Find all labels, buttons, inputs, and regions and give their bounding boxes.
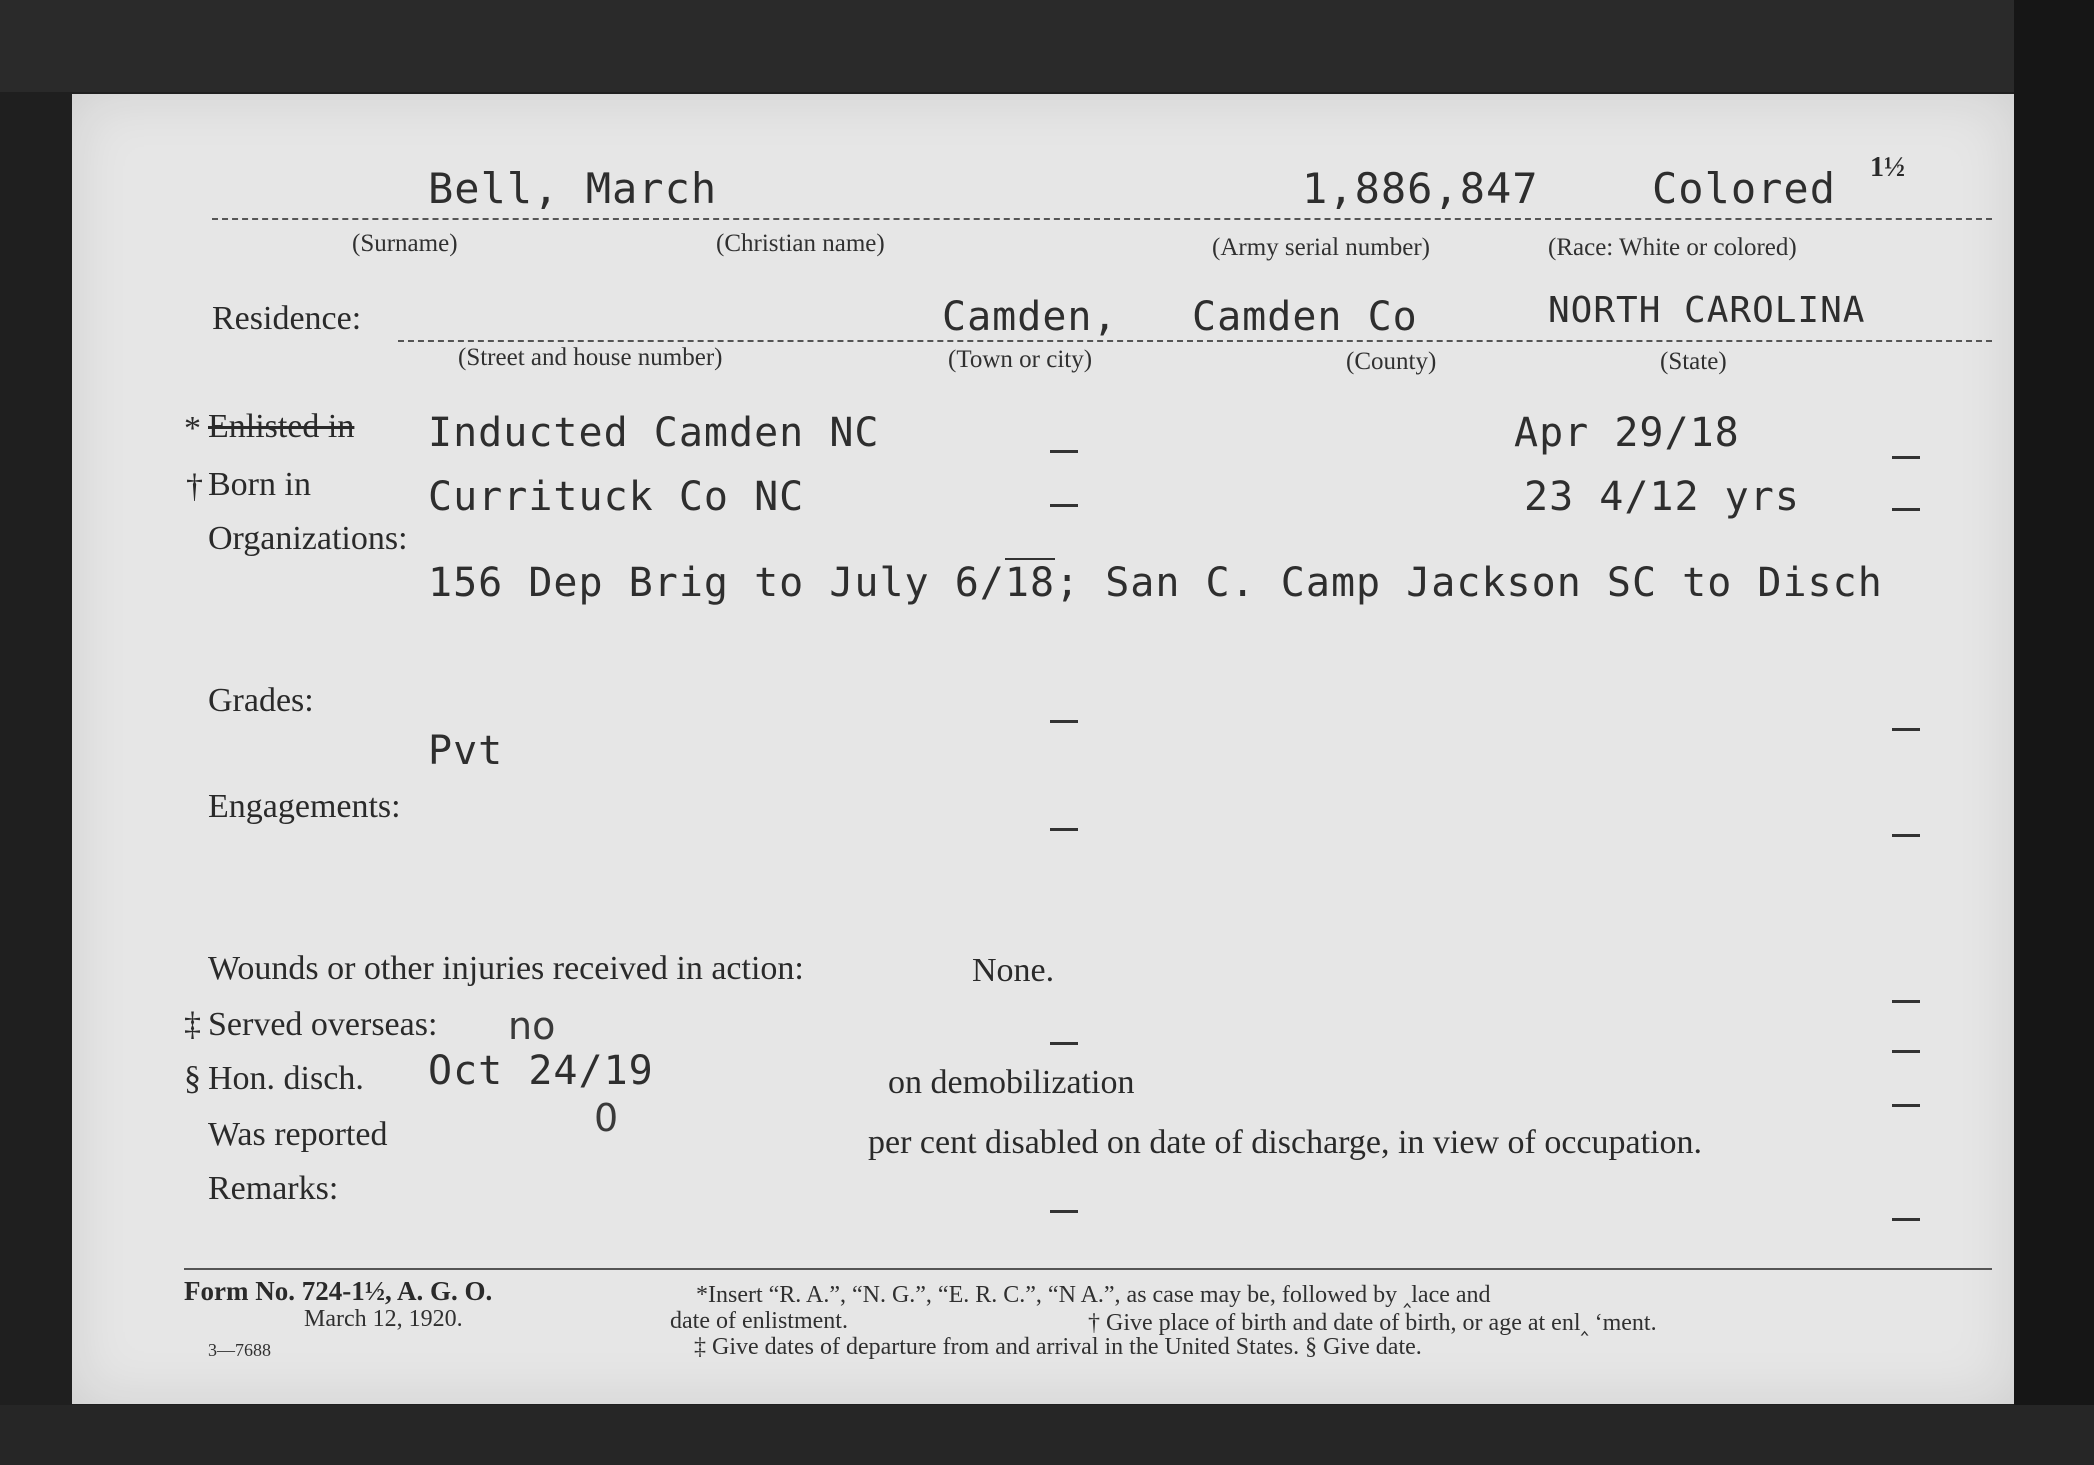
discharge-end-dash — [1892, 1104, 1920, 1107]
service-record-card — [72, 94, 2014, 1404]
footnote-line-2b: † Give place of birth and date of birth, or age at enl‸ ‘ment. — [1088, 1310, 1657, 1336]
surname-caption: (Surname) — [352, 230, 458, 257]
scan-background-right — [2014, 0, 2094, 1465]
surname-christian-name: Bell, March — [428, 164, 718, 213]
born-label: Born in — [208, 466, 311, 503]
reported-note: per cent disabled on date of discharge, in view of occupation. — [868, 1124, 1702, 1161]
county-caption: (County) — [1346, 348, 1437, 375]
overseas-value: no — [508, 1004, 556, 1048]
organizations-text-b: 18 — [1004, 560, 1056, 606]
grades-label: Grades: — [208, 682, 314, 719]
born-age: 23 4/12 yrs — [1524, 474, 1800, 520]
footnote-line-1: *Insert “R. A.”, “N. G.”, “E. R. C.”, “N A.”, as case may be, followed by ‸lace and — [696, 1282, 1491, 1308]
print-code: 3—7688 — [208, 1340, 271, 1360]
born-value: Currituck Co NC — [428, 474, 805, 520]
remarks-label: Remarks: — [208, 1170, 339, 1207]
engagements-dash — [1050, 828, 1078, 831]
overseas-dash — [1050, 1042, 1078, 1045]
form-number: Form No. 724-1½, A. G. O. — [184, 1276, 493, 1306]
discharge-marker: § — [184, 1060, 201, 1097]
engagements-end-dash — [1892, 834, 1920, 837]
born-marker: † — [186, 468, 203, 505]
overseas-end-dash — [1892, 1050, 1920, 1053]
organizations-value — [428, 560, 1883, 606]
residence-county: Camden Co — [1192, 294, 1418, 340]
town-caption: (Town or city) — [948, 346, 1093, 373]
enlisted-marker: * — [184, 410, 201, 447]
organizations-text-a: 156 Dep Brig to July 6/ — [428, 560, 1005, 606]
engagements-label: Engagements: — [208, 788, 401, 825]
born-end-dash — [1892, 508, 1920, 511]
race-value: Colored — [1652, 164, 1837, 213]
form-date: March 12, 1920. — [304, 1306, 463, 1332]
residence-rule — [398, 340, 1992, 342]
enlisted-label: Enlisted in — [208, 408, 355, 445]
scan-background-bottom — [0, 1405, 2094, 1465]
enlisted-dash — [1050, 450, 1078, 453]
grades-value: Pvt — [428, 728, 504, 774]
grades-end-dash — [1892, 728, 1920, 731]
army-serial-number: 1,886,847 — [1302, 164, 1539, 213]
overseas-label: Served overseas: — [208, 1006, 438, 1043]
grades-dash — [1050, 720, 1078, 723]
residence-town: Camden, — [942, 294, 1118, 340]
enlisted-date: Apr 29/18 — [1514, 410, 1740, 456]
reported-label: Was reported — [208, 1116, 388, 1153]
wounds-value: None. — [972, 952, 1055, 989]
header-rule — [212, 218, 1992, 220]
discharge-date: Oct 24/19 — [428, 1048, 654, 1094]
remarks-dash — [1050, 1210, 1078, 1213]
wounds-label: Wounds or other injuries received in action: — [208, 950, 804, 987]
remarks-end-dash — [1892, 1218, 1920, 1221]
residence-state: NORTH CAROLINA — [1548, 290, 1866, 331]
enlisted-value: Inducted Camden NC — [428, 410, 880, 456]
footnote-line-2a: date of enlistment. — [670, 1308, 848, 1334]
discharge-label: Hon. disch. — [208, 1060, 364, 1097]
scan-background-top — [0, 0, 2094, 92]
born-dash — [1050, 504, 1078, 507]
footer-rule — [184, 1268, 1992, 1270]
overseas-marker: ‡ — [184, 1006, 201, 1043]
street-caption: (Street and house number) — [458, 344, 723, 371]
wounds-end-dash — [1892, 1000, 1920, 1003]
race-caption: (Race: White or colored) — [1548, 234, 1797, 261]
christian-name-caption: (Christian name) — [716, 230, 885, 257]
state-caption: (State) — [1660, 348, 1727, 375]
enlisted-end-dash — [1892, 456, 1920, 459]
discharge-note: on demobilization — [888, 1064, 1135, 1101]
organizations-text-c: ; San C. Camp Jackson SC to Disch — [1055, 560, 1883, 606]
race-note: 1½ — [1870, 152, 1905, 183]
footnote-line-3: ‡ Give dates of departure from and arrival in the United States. § Give date. — [694, 1334, 1422, 1360]
serial-caption: (Army serial number) — [1212, 234, 1430, 261]
organizations-label: Organizations: — [208, 520, 408, 557]
reported-value: 0 — [594, 1096, 619, 1140]
residence-label: Residence: — [212, 300, 362, 337]
